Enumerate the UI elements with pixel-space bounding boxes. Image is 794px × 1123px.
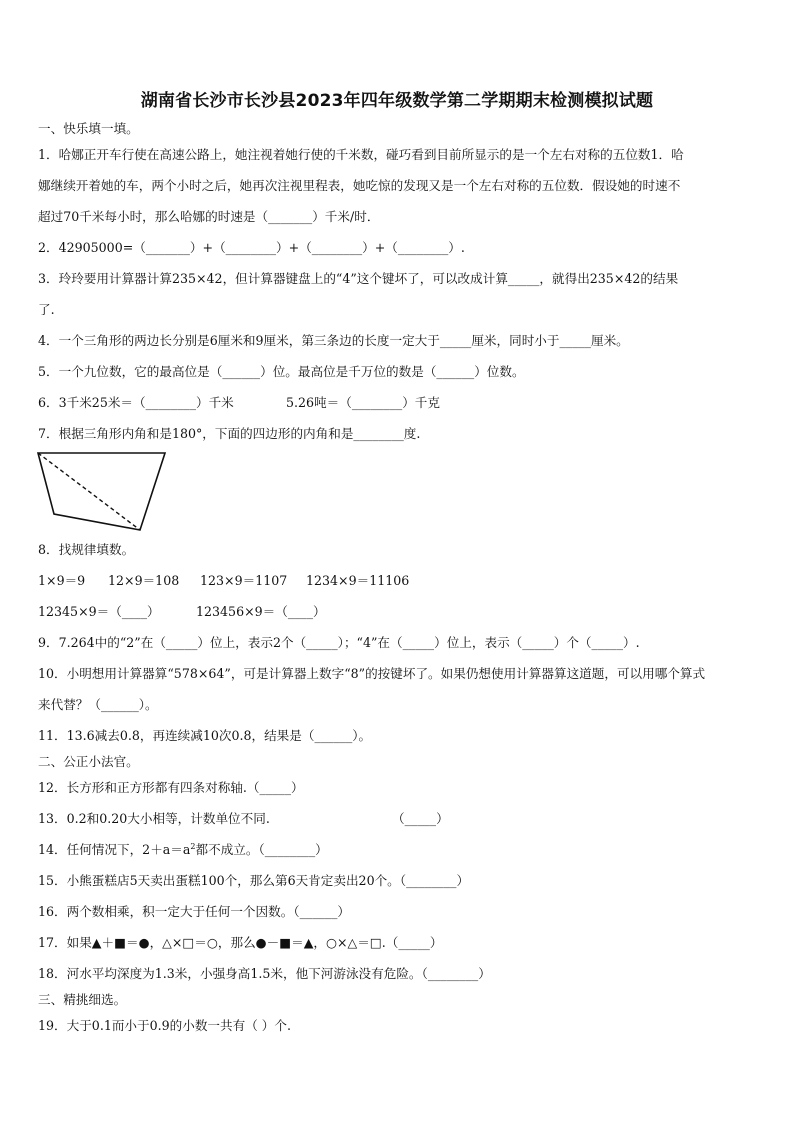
question-14-text: 14．任何情况下，2＋a＝a bbox=[38, 842, 191, 857]
q8-pattern-1: 1×9＝9 bbox=[38, 573, 86, 588]
question-4: 4．一个三角形的两边长分别是6厘米和9厘米，第三条边的长度一定大于_____厘米，同时小于_____厘米。 bbox=[38, 333, 629, 348]
question-14 bbox=[38, 841, 328, 859]
question-15: 15．小熊蛋糕店5天卖出蛋糕100个，那么第6天肯定卖出20个。（________） bbox=[38, 873, 470, 888]
question-13: 13．0.2和0.20大小相等，计数单位不同. bbox=[38, 811, 270, 826]
q8-pattern-3: 123×9＝1107 bbox=[200, 573, 288, 588]
question-3-line-1: 3．玲玲要用计算器计算235×42，但计算器键盘上的“4”这个键坏了，可以改成计算_____，就得出235×42的结果 bbox=[38, 271, 679, 286]
question-12: 12．长方形和正方形都有四条对称轴.（_____） bbox=[38, 780, 304, 795]
question-13-blank: （_____） bbox=[392, 811, 449, 826]
dashed-diagonal bbox=[38, 453, 140, 530]
question-6b: 5.26吨＝（________）千克 bbox=[286, 395, 440, 410]
page-title: 湖南省长沙市长沙县2023年四年级数学第二学期期末检测模拟试题 bbox=[140, 91, 654, 111]
question-19: 19．大于0.1而小于0.9的小数一共有（ ）个. bbox=[38, 1018, 291, 1033]
question-10-line-1: 10．小明想用计算器算“578×64”，可是计算器上数字“8”的按键坏了。如果仍想使用计算器算这道题，可以用哪个算式 bbox=[38, 666, 706, 681]
question-16: 16．两个数相乘，积一定大于任何一个因数。（______） bbox=[38, 904, 350, 919]
quadrilateral-outline bbox=[38, 453, 165, 530]
question-17: 17．如果▲＋■＝●，△×□＝○，那么●－■＝▲，○×△＝□.（_____） bbox=[38, 935, 443, 950]
section-heading-2: 二、公正小法官。 bbox=[38, 754, 139, 769]
section-heading-1: 一、快乐填一填。 bbox=[38, 121, 139, 136]
question-14-tail: 都不成立。（________） bbox=[195, 842, 328, 857]
question-1-line-1: 1．哈娜正开车行使在高速公路上，她注视着她行使的千米数，碰巧看到目前所显示的是一个左右对称的五位数1．哈 bbox=[38, 147, 684, 162]
question-9: 9．7.264中的“2”在（_____）位上，表示2个（_____）；“4”在（_____）位上，表示（_____）个（_____）. bbox=[38, 635, 640, 650]
question-3-line-2: 了. bbox=[38, 302, 55, 317]
question-2: 2．42905000=（_______）+（________）+（________）+（________）. bbox=[38, 240, 465, 255]
q8-pattern-2: 12×9＝108 bbox=[108, 573, 180, 588]
question-10-line-2: 来代替？（______）。 bbox=[38, 697, 158, 712]
question-11: 11．13.6减去0.8，再连续减10次0.8，结果是（______）。 bbox=[38, 728, 372, 743]
question-5: 5．一个九位数，它的最高位是（______）位。最高位是千万位的数是（______）位数。 bbox=[38, 364, 525, 379]
q8-blank-2: 123456×9＝（____） bbox=[196, 604, 326, 619]
question-18: 18．河水平均深度为1.3米，小强身高1.5米，他下河游泳没有危险。（________） bbox=[38, 966, 491, 981]
question-1-line-3: 超过70千米每小时，那么哈娜的时速是（_______）千米/时． bbox=[38, 209, 380, 224]
question-7: 7．根据三角形内角和是180°，下面的四边形的内角和是________度. bbox=[38, 426, 421, 441]
question-1-line-2: 娜继续开着她的车，两个小时之后，她再次注视里程表，她吃惊的发现又是一个左右对称的五位数．假设她的时速不 bbox=[38, 178, 681, 193]
q8-pattern-4: 1234×9＝11106 bbox=[306, 573, 410, 588]
section-heading-3: 三、精挑细选。 bbox=[38, 992, 127, 1007]
exponent: 2 bbox=[190, 841, 196, 851]
quadrilateral-figure bbox=[34, 450, 170, 536]
question-8-head: 8．找规律填数。 bbox=[38, 542, 135, 557]
q8-blank-1: 12345×9＝（____） bbox=[38, 604, 160, 619]
question-6a: 6．3千米25米＝（________）千米 bbox=[38, 395, 234, 410]
